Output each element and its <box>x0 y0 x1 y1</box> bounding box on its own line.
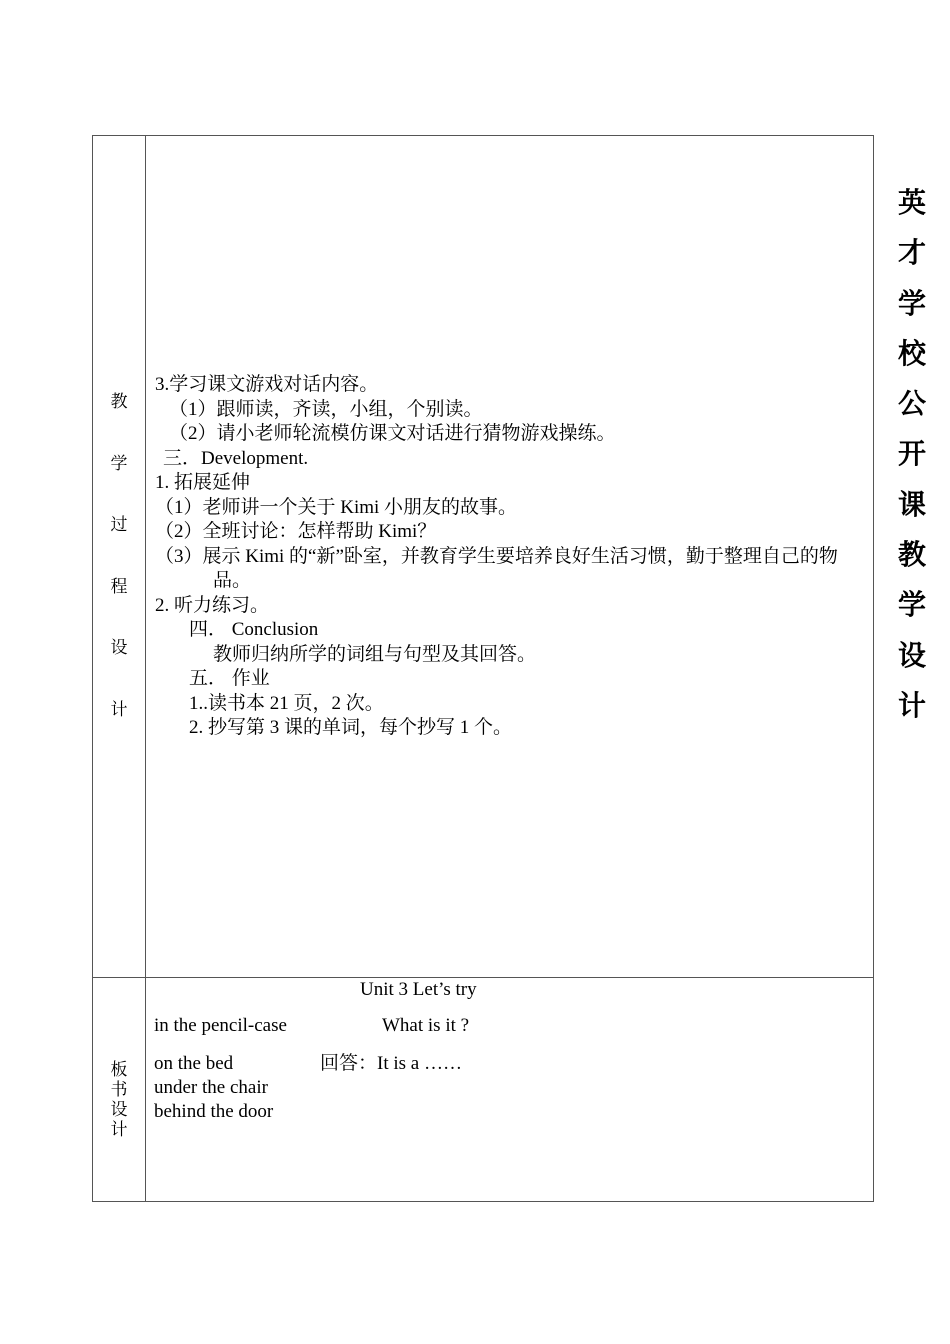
title-char: 校 <box>897 336 926 370</box>
process-line: （2）全班讨论：怎样帮助 Kimi？ <box>155 521 437 542</box>
process-line: 四． Conclusion <box>189 619 319 640</box>
process-line: （3）展示 Kimi 的“新”卧室，并教育学生要培养良好生活习惯，勤于整理自己的物品。 <box>155 545 838 591</box>
label-char: 板 <box>110 1060 128 1079</box>
title-char: 学 <box>897 588 926 622</box>
process-line: （2）请小老师轮流模仿课文对话进行猜物游戏操练。 <box>169 423 616 444</box>
board-answer: 回答：It is a …… <box>320 1053 462 1074</box>
board-design-content <box>154 978 869 1124</box>
title-char: 设 <box>897 638 926 672</box>
label-char: 教 <box>110 392 128 411</box>
label-char: 过 <box>110 515 128 534</box>
process-line: 1. 拓展延伸 <box>155 472 251 493</box>
board-phrase: under the chair <box>154 1077 268 1098</box>
process-line: 1..读书本 21 页，2 次。 <box>189 692 384 714</box>
board-phrase: on the bed <box>154 1053 234 1074</box>
title-char: 教 <box>897 538 926 572</box>
board-question: What is it ? <box>382 1015 470 1036</box>
label-char: 程 <box>110 576 128 596</box>
title-char: 计 <box>897 688 926 722</box>
process-line: 三．Development. <box>163 447 309 469</box>
title-char: 学 <box>897 286 926 320</box>
process-line: （1）老师讲一个关于 Kimi 小朋友的故事。 <box>155 496 518 518</box>
label-char: 书 <box>110 1080 128 1099</box>
title-char: 课 <box>897 487 926 521</box>
school-title-vertical <box>884 178 940 731</box>
process-line: 五． 作业 <box>189 668 270 689</box>
label-char: 设 <box>110 638 128 657</box>
board-row <box>154 1052 869 1076</box>
label-char: 计 <box>110 1120 128 1139</box>
process-line: 2. 抄写第 3 课的单词，每个抄写 1 个。 <box>189 717 513 738</box>
label-char: 设 <box>110 1100 128 1119</box>
label-char: 学 <box>110 453 128 473</box>
board-phrase: behind the door <box>154 1101 274 1122</box>
column-divider <box>145 136 146 1201</box>
title-char: 公 <box>897 387 926 421</box>
process-line: 3.学习课文游戏对话内容。 <box>155 374 379 395</box>
label-char: 计 <box>110 699 128 719</box>
process-line: （1）跟师读，齐读，小组，个别读。 <box>169 398 483 420</box>
board-title: Unit 3 Let’s try <box>360 979 477 1000</box>
title-char: 开 <box>897 437 926 471</box>
title-char: 英 <box>897 186 926 219</box>
title-char: 才 <box>897 236 926 270</box>
teaching-process-content <box>155 373 870 741</box>
process-line: 教师归纳所学的词组与句型及其回答。 <box>213 643 537 665</box>
board-phrase: in the pencil-case <box>154 1015 287 1036</box>
board-design-label <box>93 1060 145 1140</box>
teaching-process-label <box>93 384 145 753</box>
process-line: 2. 听力练习。 <box>155 594 270 616</box>
board-row <box>154 1014 869 1038</box>
